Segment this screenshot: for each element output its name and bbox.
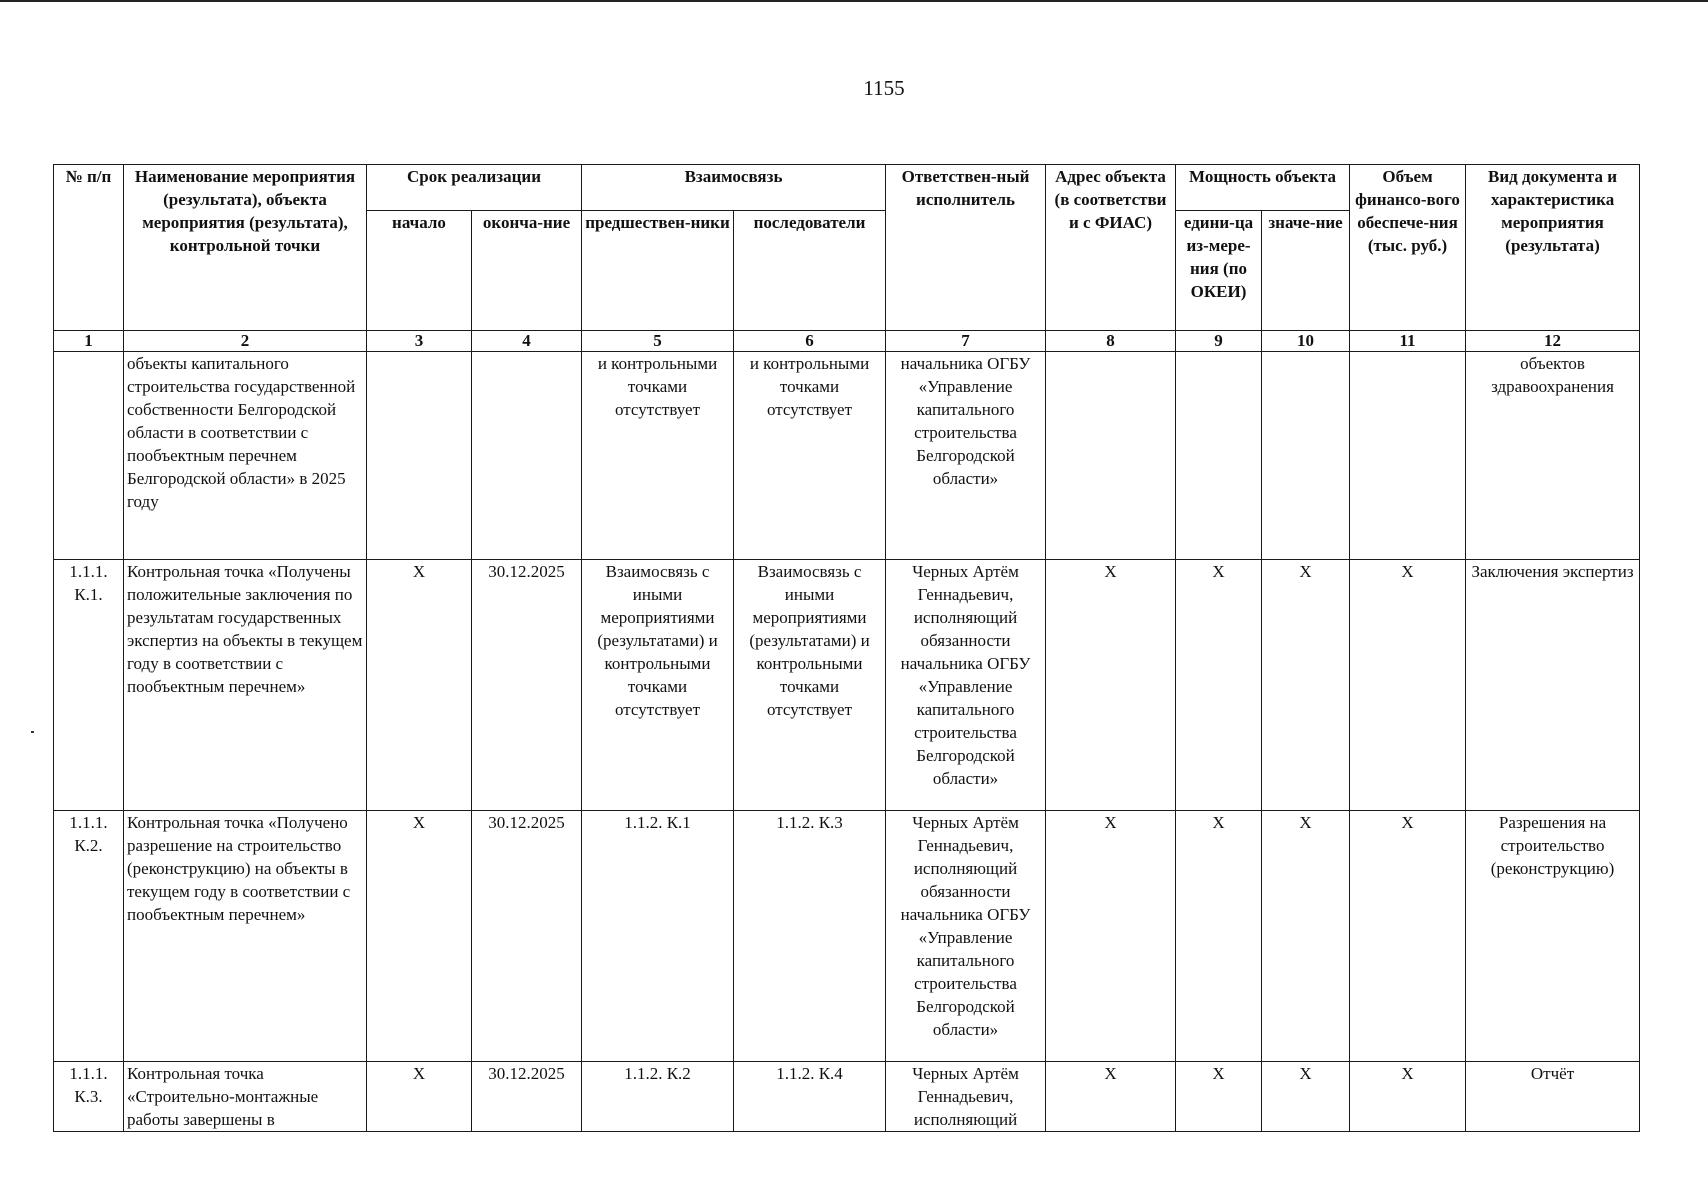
column-number: 3 (367, 331, 472, 352)
cell-successors: Взаимосвязь с иными мероприятиями (результатами) и контрольными точками отсутствует (734, 560, 886, 811)
cell-successors: 1.1.2. К.4 (734, 1062, 886, 1132)
header-value: значе-ние (1262, 211, 1350, 331)
cell-name: Контрольная точка «Получено разрешение на строительство (реконструкцию) на объекты в текущем году в соответствии с пообъектным перечнем» (124, 811, 367, 1062)
cell-doc-type: Заключения экспертиз (1466, 560, 1640, 811)
cell-value (1262, 352, 1350, 560)
cell-unit (1176, 352, 1262, 560)
cell-doc-type: Отчёт (1466, 1062, 1640, 1132)
column-number: 8 (1046, 331, 1176, 352)
cell-num: 1.1.1. К.1. (54, 560, 124, 811)
cell-start: X (367, 560, 472, 811)
cell-unit: X (1176, 560, 1262, 811)
cell-num: 1.1.1. К.2. (54, 811, 124, 1062)
cell-unit: X (1176, 1062, 1262, 1132)
header-name: Наименование мероприятия (результата), объекта мероприятия (результата), контрольной точки (124, 165, 367, 331)
cell-address (1046, 352, 1176, 560)
cell-end (472, 352, 582, 560)
cell-end: 30.12.2025 (472, 560, 582, 811)
column-number: 1 (54, 331, 124, 352)
header-predecessors: предшествен-ники (582, 211, 734, 331)
scan-speck (31, 731, 34, 733)
header-doc-type: Вид документа и характеристика мероприятия (результата) (1466, 165, 1640, 331)
column-number: 12 (1466, 331, 1640, 352)
column-number: 6 (734, 331, 886, 352)
header-relation: Взаимосвязь (582, 165, 886, 211)
table-row (54, 352, 1640, 560)
header-period-start: начало (367, 211, 472, 331)
cell-successors: 1.1.2. К.3 (734, 811, 886, 1062)
table-body (54, 352, 1640, 1132)
header-capacity: Мощность объекта (1176, 165, 1350, 211)
header-funding: Объем финансо-вого обеспече-ния (тыс. руб.) (1350, 165, 1466, 331)
cell-num: 1.1.1. К.3. (54, 1062, 124, 1132)
column-number: 4 (472, 331, 582, 352)
cell-doc-type: Разрешения на строительство (реконструкцию) (1466, 811, 1640, 1062)
cell-funding: X (1350, 1062, 1466, 1132)
cell-address: X (1046, 1062, 1176, 1132)
top-border-line (0, 0, 1708, 2)
cell-doc-type: объектов здравоохранения (1466, 352, 1640, 560)
cell-unit: X (1176, 811, 1262, 1062)
cell-name: объекты капитального строительства государственной собственности Белгородской области в соответствии с пообъектным перечнем Белгородской области» в 2025 году (124, 352, 367, 560)
table-row (54, 811, 1640, 1062)
cell-num (54, 352, 124, 560)
table-row (54, 560, 1640, 811)
header-period: Срок реализации (367, 165, 582, 211)
cell-responsible: Черных Артём Геннадьевич, исполняющий обязанности начальника ОГБУ «Управление капитального строительства Белгородской области» (886, 560, 1046, 811)
column-number: 5 (582, 331, 734, 352)
header-period-end: оконча-ние (472, 211, 582, 331)
cell-name: Контрольная точка «Строительно-монтажные работы завершены в (124, 1062, 367, 1132)
column-number: 2 (124, 331, 367, 352)
cell-address: X (1046, 811, 1176, 1062)
column-number: 7 (886, 331, 1046, 352)
cell-funding: X (1350, 811, 1466, 1062)
table-row (54, 1062, 1640, 1132)
cell-value: X (1262, 560, 1350, 811)
cell-responsible: начальника ОГБУ «Управление капитального строительства Белгородской области» (886, 352, 1046, 560)
plan-table (53, 164, 1640, 1132)
cell-predecessors: 1.1.2. К.2 (582, 1062, 734, 1132)
cell-end: 30.12.2025 (472, 1062, 582, 1132)
table-header (54, 165, 1640, 352)
header-responsible: Ответствен-ный исполнитель (886, 165, 1046, 331)
header-successors: последователи (734, 211, 886, 331)
header-num: № п/п (54, 165, 124, 331)
cell-name: Контрольная точка «Получены положительные заключения по результатам государственных экспертиз на объекты в текущем году в соответствии с пообъектным перечнем» (124, 560, 367, 811)
cell-value: X (1262, 811, 1350, 1062)
column-number: 11 (1350, 331, 1466, 352)
cell-predecessors: и контрольными точками отсутствует (582, 352, 734, 560)
cell-end: 30.12.2025 (472, 811, 582, 1062)
cell-value: X (1262, 1062, 1350, 1132)
column-number: 9 (1176, 331, 1262, 352)
header-address: Адрес объекта (в соответстви и с ФИАС) (1046, 165, 1176, 331)
cell-start: X (367, 1062, 472, 1132)
column-number-row (54, 331, 1640, 352)
column-number: 10 (1262, 331, 1350, 352)
page-number: 1155 (863, 76, 905, 100)
cell-address: X (1046, 560, 1176, 811)
cell-responsible: Черных Артём Геннадьевич, исполняющий обязанности начальника ОГБУ «Управление капитального строительства Белгородской области» (886, 811, 1046, 1062)
cell-predecessors: Взаимосвязь с иными мероприятиями (результатами) и контрольными точками отсутствует (582, 560, 734, 811)
cell-responsible: Черных Артём Геннадьевич, исполняющий (886, 1062, 1046, 1132)
cell-start: X (367, 811, 472, 1062)
cell-start (367, 352, 472, 560)
header-unit: едини-ца из-мере-ния (по ОКЕИ) (1176, 211, 1262, 331)
cell-successors: и контрольными точками отсутствует (734, 352, 886, 560)
cell-funding: X (1350, 560, 1466, 811)
cell-predecessors: 1.1.2. К.1 (582, 811, 734, 1062)
cell-funding (1350, 352, 1466, 560)
